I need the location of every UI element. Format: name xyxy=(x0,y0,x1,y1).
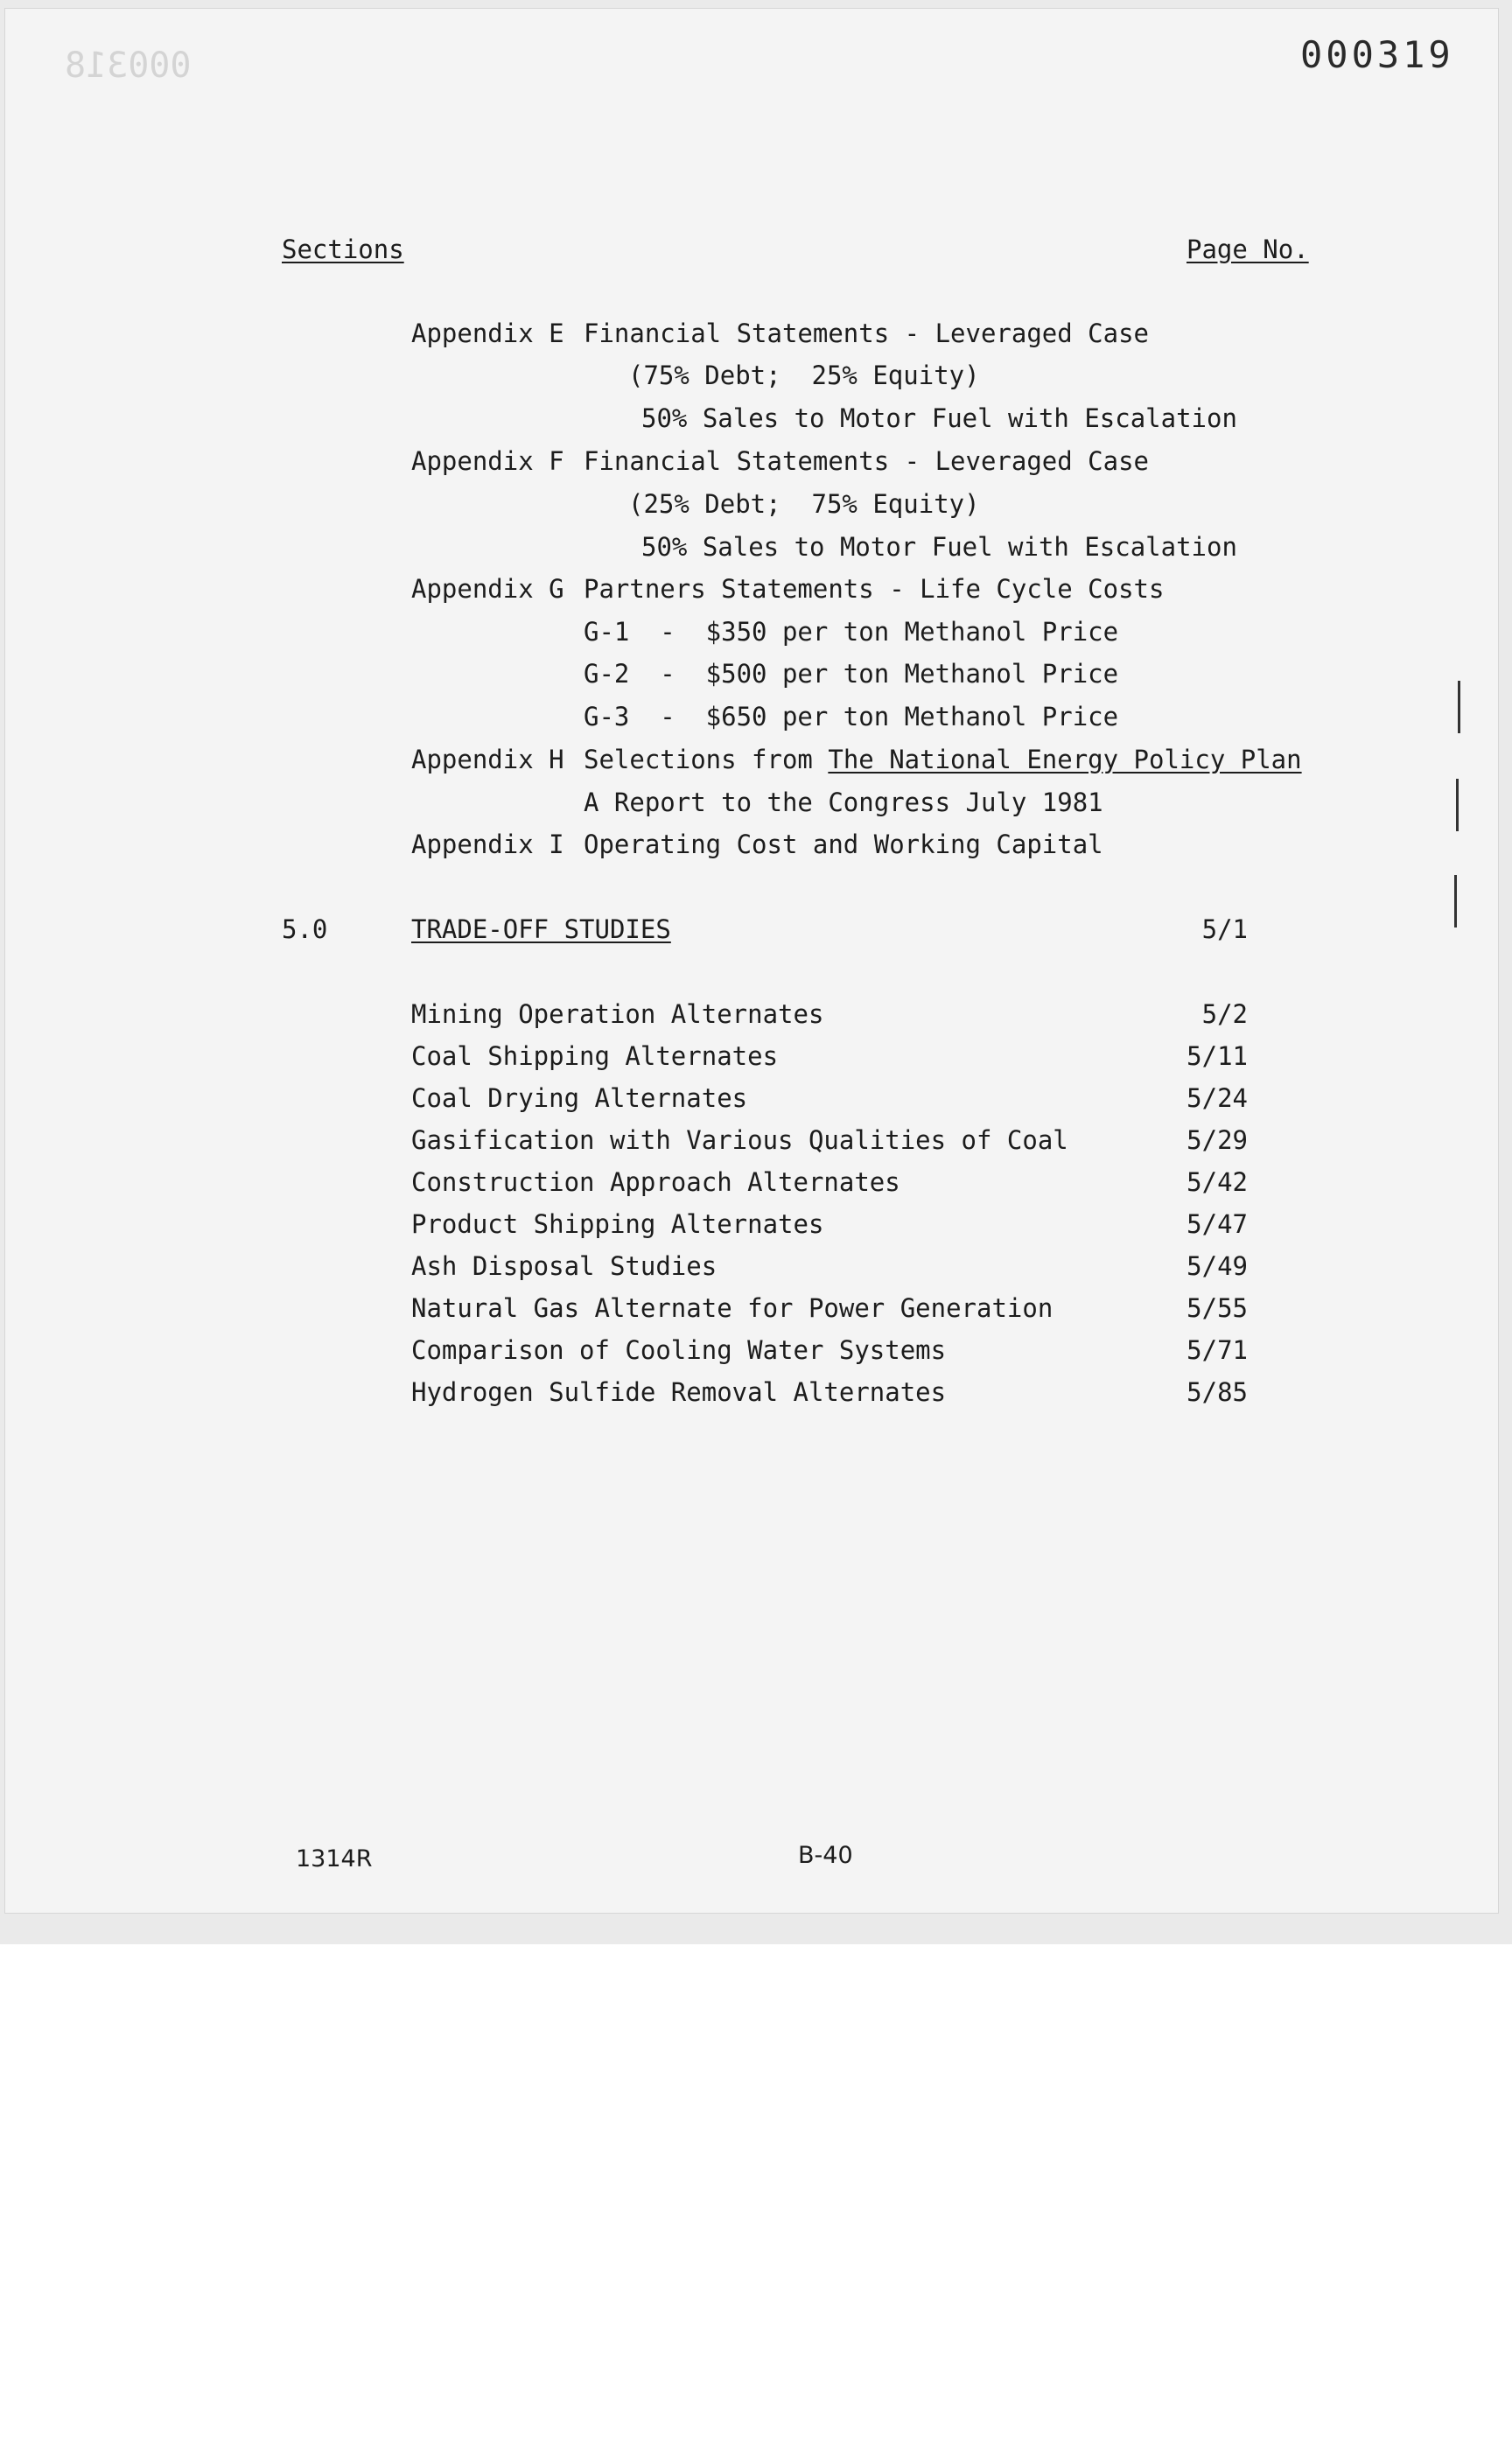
appendix-line: 50% Sales to Motor Fuel with Escalation xyxy=(641,403,1237,433)
appendix-line: Operating Cost and Working Capital xyxy=(584,830,1103,859)
section-title: TRADE-OFF STUDIES xyxy=(411,914,671,944)
appendix-line: Partners Statements - Life Cycle Costs xyxy=(584,574,1165,604)
appendix-line xyxy=(584,745,1302,774)
toc-item-title: Ash Disposal Studies xyxy=(411,1251,718,1281)
toc-item-page: 5/85 xyxy=(1186,1377,1248,1407)
toc-item-title: Product Shipping Alternates xyxy=(411,1209,824,1239)
toc-item-title: Construction Approach Alternates xyxy=(411,1167,900,1197)
page-no-header: Page No. xyxy=(1186,234,1309,264)
section-page: 5/1 xyxy=(1201,914,1248,944)
toc-item-page: 5/24 xyxy=(1186,1083,1248,1113)
toc-item-page: 5/55 xyxy=(1186,1293,1248,1323)
toc-item-title: Comparison of Cooling Water Systems xyxy=(411,1335,947,1365)
page-number: B-40 xyxy=(798,1842,853,1869)
appendix-line: (25% Debt; 75% Equity) xyxy=(628,489,980,519)
margin-mark xyxy=(1458,681,1460,733)
appendix-line: G-1 - $350 per ton Methanol Price xyxy=(584,617,1119,647)
section-number: 5.0 xyxy=(282,914,328,944)
appendix-line: G-3 - $650 per ton Methanol Price xyxy=(584,702,1119,732)
appendix-label: Appendix E xyxy=(411,318,564,348)
appendix-label: Appendix H xyxy=(411,745,564,774)
appendix-line: (75% Debt; 25% Equity) xyxy=(628,360,980,390)
toc-item-title: Mining Operation Alternates xyxy=(411,999,824,1029)
toc-item-page: 5/11 xyxy=(1186,1041,1248,1071)
toc-item-page: 5/42 xyxy=(1186,1167,1248,1197)
appendix-line: A Report to the Congress July 1981 xyxy=(584,788,1103,817)
appendix-line: G-2 - $500 per ton Methanol Price xyxy=(584,659,1119,689)
ghost-stamp-number: 000318 xyxy=(65,46,192,86)
margin-mark xyxy=(1454,875,1457,928)
document-page xyxy=(5,9,1498,1913)
toc-item-page: 5/47 xyxy=(1186,1209,1248,1239)
toc-item-title: Gasification with Various Qualities of Coal xyxy=(411,1125,1068,1155)
document-stamp-number: 000319 xyxy=(1300,33,1454,76)
appendix-line: Financial Statements - Leveraged Case xyxy=(584,318,1150,348)
toc-item-page: 5/49 xyxy=(1186,1251,1248,1281)
appendix-label: Appendix F xyxy=(411,446,564,476)
toc-item-title: Natural Gas Alternate for Power Generation xyxy=(411,1293,1054,1323)
sections-header: Sections xyxy=(282,234,404,264)
toc-item-page: 5/29 xyxy=(1186,1125,1248,1155)
appendix-line: 50% Sales to Motor Fuel with Escalation xyxy=(641,532,1237,562)
document-id: 1314R xyxy=(296,1845,373,1872)
toc-item-title: Coal Shipping Alternates xyxy=(411,1041,779,1071)
appendix-line-text: Selections from xyxy=(584,745,829,774)
toc-item-title: Hydrogen Sulfide Removal Alternates xyxy=(411,1377,947,1407)
appendix-line: Financial Statements - Leveraged Case xyxy=(584,446,1150,476)
toc-item-title: Coal Drying Alternates xyxy=(411,1083,748,1113)
toc-item-page: 5/2 xyxy=(1201,999,1248,1029)
appendix-label: Appendix G xyxy=(411,574,564,604)
margin-mark xyxy=(1456,779,1459,831)
appendix-label: Appendix I xyxy=(411,830,564,859)
toc-item-page: 5/71 xyxy=(1186,1335,1248,1365)
publication-title: The National Energy Policy Plan xyxy=(828,745,1302,774)
